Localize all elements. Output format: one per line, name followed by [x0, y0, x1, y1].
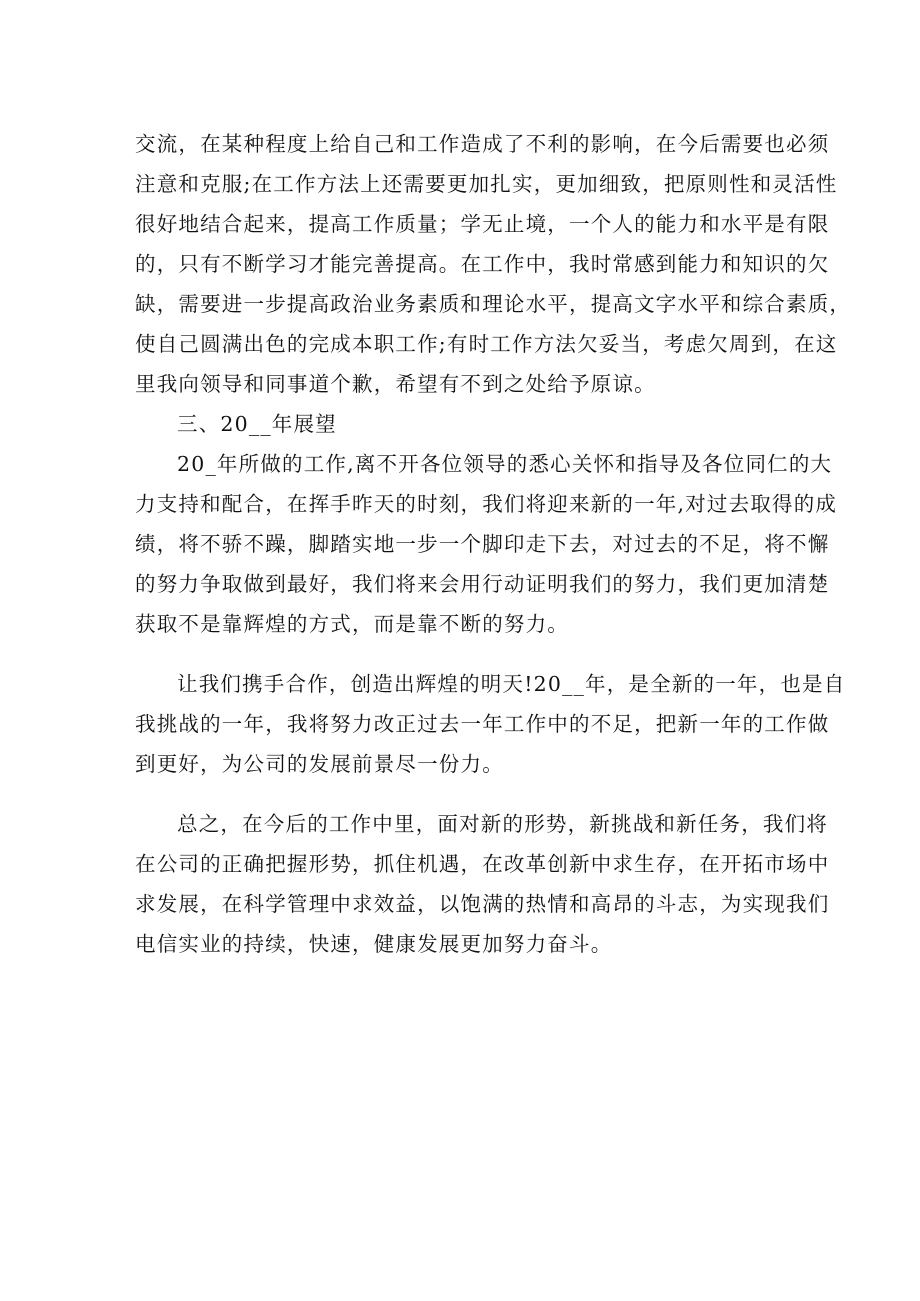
paragraph-continuation	[135, 124, 852, 404]
text-line: 总之，在今后的工作中里，面对新的形势，新挑战和新任务，我们将	[177, 812, 828, 836]
paragraph-outlook	[135, 444, 838, 644]
text-line: 20_年所做的工作,离不开各位领导的悉心关怀和指导及各位同仁的大	[177, 452, 833, 476]
paragraph-cooperation	[135, 664, 846, 784]
document-page	[135, 124, 852, 964]
text-line: 绩，将不骄不躁，脚踏实地一步一个脚印走下去，对过去的不足，将不懈	[135, 532, 830, 556]
paragraph-conclusion	[135, 804, 830, 964]
text-line: 缺，需要进一步提高政治业务素质和理论水平，提高文字水平和综合素质，	[135, 292, 852, 316]
text-line: 电信实业的持续，快速，健康发展更加努力奋斗。	[135, 932, 613, 956]
text-line: 求发展，在科学管理中求效益，以饱满的热情和高昂的斗志，为实现我们	[135, 892, 830, 916]
text-line: 里我向领导和同事道个歉，希望有不到之处给予原谅。	[135, 372, 656, 396]
text-line: 到更好，为公司的发展前景尽一份力。	[135, 752, 504, 776]
text-line: 的，只有不断学习才能完善提高。在工作中，我时常感到能力和知识的欠	[135, 252, 830, 276]
text-line: 很好地结合起来，提高工作质量；学无止境，一个人的能力和水平是有限	[135, 212, 830, 236]
text-line: 注意和克服;在工作方法上还需要更加扎实，更加细致，把原则性和灵活性	[135, 172, 838, 196]
text-line: 获取不是靠辉煌的方式，而是靠不断的努力。	[135, 612, 569, 636]
text-line: 使自己圆满出色的完成本职工作;有时工作方法欠妥当，考虑欠周到，在这	[135, 332, 838, 356]
text-line: 让我们携手合作，创造出辉煌的明天!20__年，是全新的一年，也是自	[177, 672, 846, 696]
text-line: 力支持和配合，在挥手昨天的时刻，我们将迎来新的一年,对过去取得的成	[135, 492, 838, 516]
text-line: 我挑战的一年，我将努力改正过去一年工作中的不足，把新一年的工作做	[135, 712, 830, 736]
section-heading-text: 三、20__年展望	[177, 412, 337, 436]
text-line: 的努力争取做到最好，我们将来会用行动证明我们的努力，我们更加清楚	[135, 572, 830, 596]
text-line: 交流，在某种程度上给自己和工作造成了不利的影响，在今后需要也必须	[135, 132, 830, 156]
text-line: 在公司的正确把握形势，抓住机遇，在改革创新中求生存，在开拓市场中	[135, 852, 830, 876]
section-heading	[135, 404, 795, 444]
